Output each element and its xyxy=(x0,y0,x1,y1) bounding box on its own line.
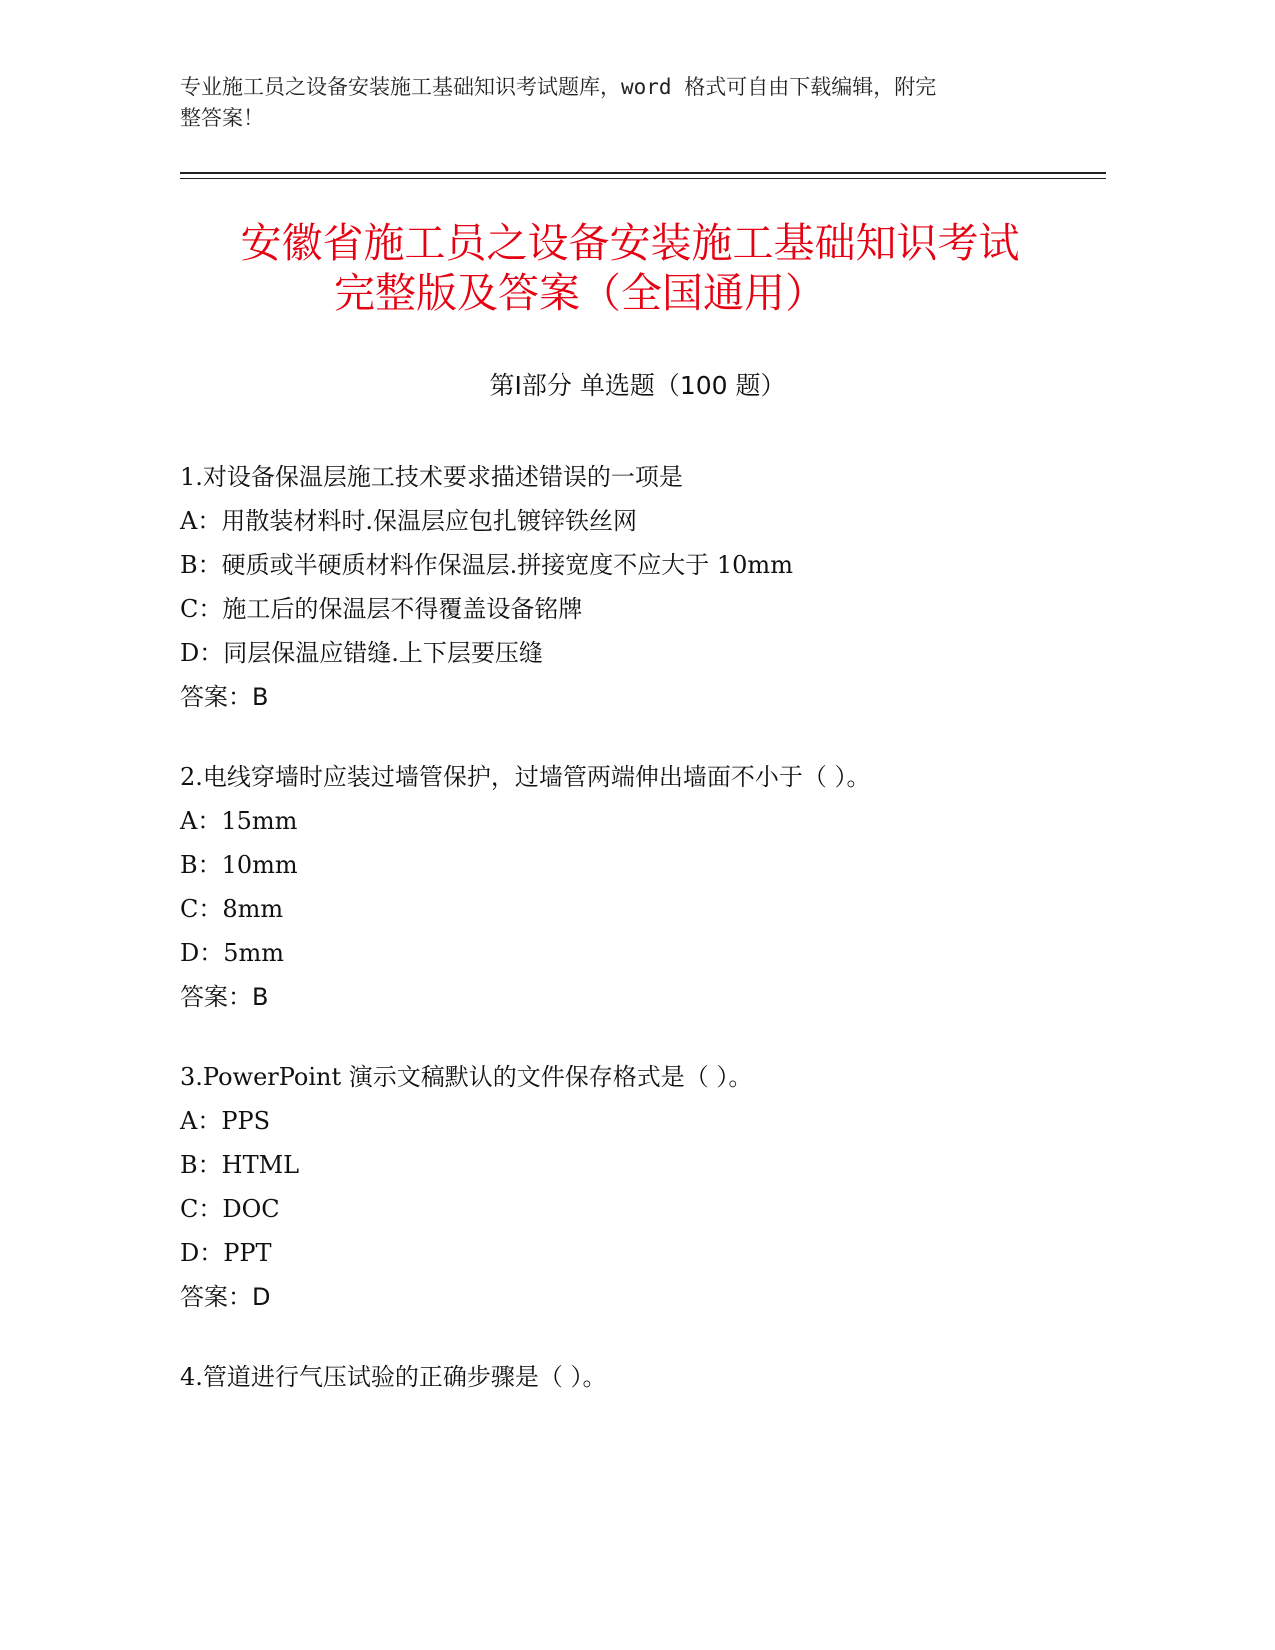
question-stem: 3.PowerPoint 演示文稿默认的文件保存格式是（ ）。 xyxy=(180,1063,753,1091)
option-b: B：HTML xyxy=(180,1151,300,1179)
question-item xyxy=(180,1055,1100,1319)
question-stem: 2.电线穿墙时应装过墙管保护，过墙管两端伸出墙面不小于（ ）。 xyxy=(180,763,871,791)
option-b: B：硬质或半硬质材料作保温层.拼接宽度不应大于 10mm xyxy=(180,551,793,579)
header-note-line-1: 专业施工员之设备安装施工基础知识考试题库，word 格式可自由下载编辑，附完 xyxy=(180,75,937,99)
title-line-2: 完整版及答案（全国通用） xyxy=(334,269,826,317)
question-item xyxy=(180,755,1100,1019)
section-heading: 第Ⅰ部分 单选题（100 题） xyxy=(489,371,786,400)
option-a: A：15mm xyxy=(180,807,298,835)
answer-line: 答案：D xyxy=(180,1283,271,1311)
answer-line: 答案：B xyxy=(180,683,269,711)
question-list xyxy=(180,455,1100,1435)
header-note-line-2: 整答案！ xyxy=(180,106,264,130)
header-divider-thick xyxy=(180,172,1106,174)
option-d: D：5mm xyxy=(180,939,285,967)
option-c: C：施工后的保温层不得覆盖设备铭牌 xyxy=(180,595,583,623)
option-a: A：PPS xyxy=(180,1107,271,1135)
option-d: D：同层保温应错缝.上下层要压缝 xyxy=(180,639,543,667)
option-d: D：PPT xyxy=(180,1239,272,1267)
document-title xyxy=(150,218,1110,318)
question-item xyxy=(180,455,1100,719)
answer-line: 答案：B xyxy=(180,983,269,1011)
option-c: C：8mm xyxy=(180,895,284,923)
document-header-note xyxy=(180,72,1040,134)
question-stem: 1.对设备保温层施工技术要求描述错误的一项是 xyxy=(180,463,683,491)
option-a: A：用散装材料时.保温层应包扎镀锌铁丝网 xyxy=(180,507,637,535)
question-stem: 4.管道进行气压试验的正确步骤是（ ）。 xyxy=(180,1363,607,1391)
option-b: B：10mm xyxy=(180,851,298,879)
title-line-1: 安徽省施工员之设备安装施工基础知识考试 xyxy=(240,219,1020,267)
header-divider-thin xyxy=(180,178,1106,179)
option-c: C：DOC xyxy=(180,1195,280,1223)
question-item xyxy=(180,1355,1100,1399)
